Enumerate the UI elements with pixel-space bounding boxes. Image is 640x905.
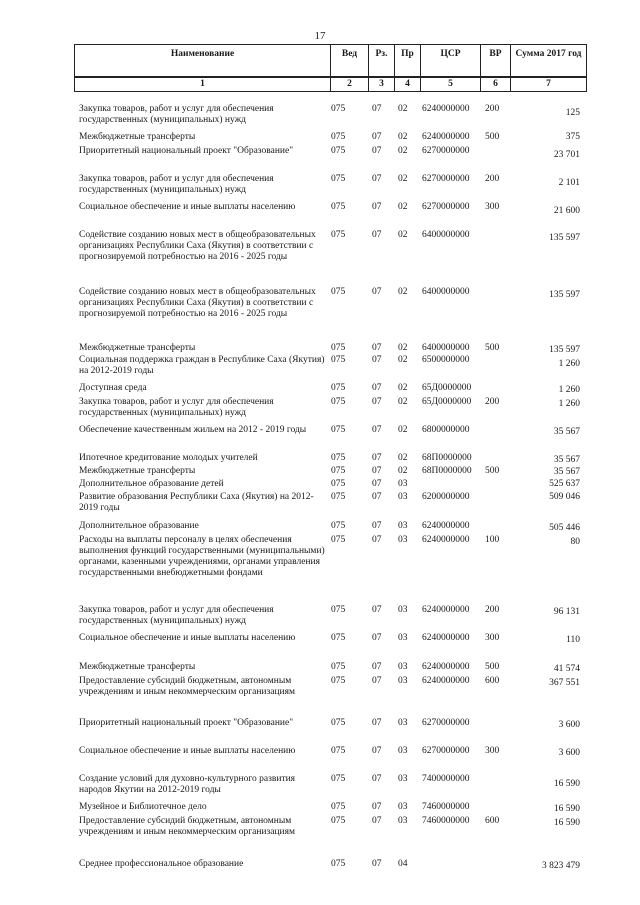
row-sum: 35 567 [553,427,580,437]
row-pr: 02 [398,425,408,435]
row-sum: 35 567 [553,455,580,465]
row-rz: 07 [372,343,382,353]
row-ved: 075 [331,535,346,545]
row-vr: 600 [485,676,500,686]
row-rz: 07 [372,466,382,476]
row-ved: 075 [331,174,346,184]
col-header-ved: Вед [331,45,369,77]
row-csr: 68П0000000 [422,466,472,476]
row-name: Предоставление субсидий бюджетным, автономным учреждениям и иным некоммерческим организациям [79,676,296,697]
row-csr: 7460000000 [422,802,470,812]
row-sum: 367 551 [549,678,580,688]
row-name: Содействие созданию новых мест в общеобразовательных организациях Республики Саха (Якутия) в соответствии с прогнозируемой потребностью на 2016 - 2025 годы [79,287,316,319]
row-rz: 07 [372,535,382,545]
row-ved: 075 [331,859,346,869]
row-name: Развитие образования Республики Саха (Якутия) на 2012-2019 годы [79,492,314,513]
row-csr: 6270000000 [422,718,470,728]
row-name: Закупка товаров, работ и услуг для обеспечения государственных (муниципальных) нужд [79,104,274,125]
row-csr: 6400000000 [422,343,470,353]
row-rz: 07 [372,492,382,502]
row-name: Музейное и Библиотечное дело [79,802,207,812]
row-vr: 200 [485,174,500,184]
row-ved: 075 [331,816,346,826]
row-pr: 04 [398,859,408,869]
row-rz: 07 [372,746,382,756]
row-sum: 505 446 [549,523,580,533]
row-rz: 07 [372,383,382,393]
row-rz: 07 [372,605,382,615]
row-name: Приоритетный национальный проект "Образование" [79,718,294,728]
row-rz: 07 [372,174,382,184]
col-header-sum: Сумма 2017 год [511,45,587,77]
col-number: 3 [369,77,395,92]
row-sum: 16 590 [553,818,580,828]
row-csr: 7460000000 [422,816,470,826]
row-name: Содействие созданию новых мест в общеобразовательных организациях Республики Саха (Якутия) в соответствии с прогнозируемой потребностью на 2016 - 2025 годы [79,230,316,262]
row-vr: 200 [485,605,500,615]
col-number: 7 [511,77,587,92]
row-name: Межбюджетные трансферты [79,343,196,353]
row-sum: 2 101 [558,178,580,188]
row-ved: 075 [331,492,346,502]
row-vr: 100 [485,535,500,545]
row-ved: 075 [331,774,346,784]
row-csr: 68П0000000 [422,453,472,463]
col-number: 5 [421,77,481,92]
row-sum: 135 597 [549,290,580,300]
row-name: Социальное обеспечение и иные выплаты населению [79,202,296,212]
row-pr: 02 [398,397,408,407]
row-name: Обеспечение качественным жильем на 2012 - 2019 годы [79,425,307,435]
row-sum: 80 [570,537,580,547]
row-csr: 6270000000 [422,746,470,756]
row-sum: 1 260 [558,399,580,409]
row-vr: 600 [485,816,500,826]
row-vr: 500 [485,466,500,476]
row-name: Доступная среда [79,383,147,393]
row-pr: 02 [398,230,408,240]
row-rz: 07 [372,521,382,531]
row-csr: 6270000000 [422,146,470,156]
row-csr: 6240000000 [422,633,470,643]
row-ved: 075 [331,453,346,463]
row-csr: 6200000000 [422,492,470,502]
row-vr: 500 [485,662,500,672]
row-sum: 125 [565,108,580,118]
row-rz: 07 [372,453,382,463]
row-name: Дополнительное образование [79,521,199,531]
row-ved: 075 [331,397,346,407]
row-rz: 07 [372,287,382,297]
col-header-csr: ЦСР [421,45,481,77]
row-ved: 075 [331,521,346,531]
row-ved: 075 [331,633,346,643]
row-pr: 02 [398,104,408,114]
row-rz: 07 [372,859,382,869]
row-ved: 075 [331,479,346,489]
row-sum: 1 260 [558,385,580,395]
row-pr: 03 [398,605,408,615]
row-ved: 075 [331,662,346,672]
col-number: 4 [395,77,421,92]
row-sum: 16 590 [553,804,580,814]
row-ved: 075 [331,605,346,615]
row-name: Межбюджетные трансферты [79,662,196,672]
row-ved: 075 [331,802,346,812]
row-vr: 500 [485,132,500,142]
row-vr: 300 [485,746,500,756]
row-pr: 02 [398,174,408,184]
row-csr: 6240000000 [422,104,470,114]
row-pr: 02 [398,383,408,393]
row-ved: 075 [331,718,346,728]
row-pr: 02 [398,466,408,476]
row-ved: 075 [331,146,346,156]
row-rz: 07 [372,633,382,643]
row-name: Предоставление субсидий бюджетным, автономным учреждениям и иным некоммерческим организациям [79,816,296,837]
row-rz: 07 [372,355,382,365]
row-sum: 21 600 [553,206,580,216]
row-sum: 135 597 [549,233,580,243]
row-csr: 6240000000 [422,132,470,142]
row-name: Дополнительное образование детей [79,479,224,489]
row-ved: 075 [331,383,346,393]
row-sum: 96 131 [553,607,580,617]
row-ved: 075 [331,202,346,212]
row-csr: 6270000000 [422,202,470,212]
row-rz: 07 [372,425,382,435]
row-rz: 07 [372,676,382,686]
row-ved: 075 [331,466,346,476]
row-csr: 6240000000 [422,535,470,545]
row-sum: 35 567 [553,467,580,477]
row-pr: 03 [398,662,408,672]
row-sum: 23 701 [553,150,580,160]
row-name: Закупка товаров, работ и услуг для обеспечения государственных (муниципальных) нужд [79,605,274,626]
row-vr: 200 [485,397,500,407]
row-name: Среднее профессиональное образование [79,859,244,869]
row-ved: 075 [331,676,346,686]
row-csr: 6240000000 [422,521,470,531]
row-rz: 07 [372,230,382,240]
row-csr: 6500000000 [422,355,470,365]
row-rz: 07 [372,202,382,212]
row-pr: 03 [398,676,408,686]
row-csr: 65Д0000000 [422,383,472,393]
row-csr: 6240000000 [422,676,470,686]
row-pr: 02 [398,146,408,156]
row-pr: 02 [398,132,408,142]
row-ved: 075 [331,355,346,365]
row-pr: 03 [398,774,408,784]
row-ved: 075 [331,104,346,114]
col-header-pr: Пр [395,45,421,77]
row-sum: 3 600 [558,748,580,758]
col-number: 2 [331,77,369,92]
row-name: Социальное обеспечение и иные выплаты населению [79,746,296,756]
row-pr: 03 [398,492,408,502]
row-ved: 075 [331,343,346,353]
row-csr: 7400000000 [422,774,470,784]
row-pr: 02 [398,453,408,463]
row-csr: 6240000000 [422,662,470,672]
row-name: Закупка товаров, работ и услуг для обеспечения государственных (муниципальных) нужд [79,174,274,195]
col-number: 6 [481,77,511,92]
row-ved: 075 [331,287,346,297]
row-csr: 6240000000 [422,605,470,615]
row-rz: 07 [372,132,382,142]
row-sum: 16 590 [553,779,580,789]
row-ved: 075 [331,746,346,756]
row-name: Расходы на выплаты персоналу в целях обеспечения выполнения функций государственными (муниципальными) органами, казенными учреждениями, органами управления государственными внебюджетными фондами [79,535,325,578]
row-csr: 6800000000 [422,425,470,435]
row-name: Межбюджетные трансферты [79,132,196,142]
col-number: 1 [75,77,331,92]
row-pr: 03 [398,479,408,489]
row-pr: 03 [398,521,408,531]
row-vr: 300 [485,202,500,212]
row-rz: 07 [372,816,382,826]
row-name: Приоритетный национальный проект "Образование" [79,146,294,156]
row-pr: 03 [398,802,408,812]
row-csr: 6400000000 [422,287,470,297]
row-pr: 02 [398,343,408,353]
row-pr: 03 [398,718,408,728]
row-vr: 500 [485,343,500,353]
row-rz: 07 [372,718,382,728]
row-name: Закупка товаров, работ и услуг для обеспечения государственных (муниципальных) нужд [79,397,274,418]
row-sum: 3 600 [558,720,580,730]
row-pr: 03 [398,535,408,545]
row-rz: 07 [372,479,382,489]
row-pr: 02 [398,355,408,365]
row-vr: 200 [485,104,500,114]
row-sum: 509 046 [549,492,580,502]
row-sum: 1 260 [558,359,580,369]
row-vr: 300 [485,633,500,643]
row-name: Создание условий для духовно-культурного развития народов Якутии на 2012-2019 годы [79,774,296,795]
row-name: Социальная поддержка граждан в Республике Саха (Якутия) на 2012-2019 годы [79,355,325,376]
row-name: Межбюджетные трансферты [79,466,196,476]
row-rz: 07 [372,397,382,407]
row-sum: 41 574 [553,664,580,674]
row-pr: 03 [398,746,408,756]
row-ved: 075 [331,425,346,435]
row-sum: 110 [566,635,580,645]
row-rz: 07 [372,146,382,156]
row-pr: 03 [398,633,408,643]
row-sum: 525 637 [549,479,580,489]
row-csr: 6270000000 [422,174,470,184]
col-header-vr: ВР [481,45,511,77]
row-pr: 03 [398,816,408,826]
row-rz: 07 [372,104,382,114]
row-name: Социальное обеспечение и иные выплаты населению [79,633,296,643]
row-pr: 02 [398,287,408,297]
row-rz: 07 [372,802,382,812]
col-header-name: Наименование [75,45,331,77]
row-ved: 075 [331,132,346,142]
row-sum: 375 [565,132,580,142]
row-csr: 6400000000 [422,230,470,240]
row-sum: 3 823 479 [542,861,580,871]
row-rz: 07 [372,662,382,672]
row-rz: 07 [372,774,382,784]
row-name: Ипотечное кредитование молодых учителей [79,453,258,463]
row-csr: 65Д0000000 [422,397,472,407]
row-sum: 135 597 [549,345,580,355]
row-pr: 02 [398,202,408,212]
col-header-rz: Рз. [369,45,395,77]
row-ved: 075 [331,230,346,240]
page-number: 17 [314,30,326,42]
